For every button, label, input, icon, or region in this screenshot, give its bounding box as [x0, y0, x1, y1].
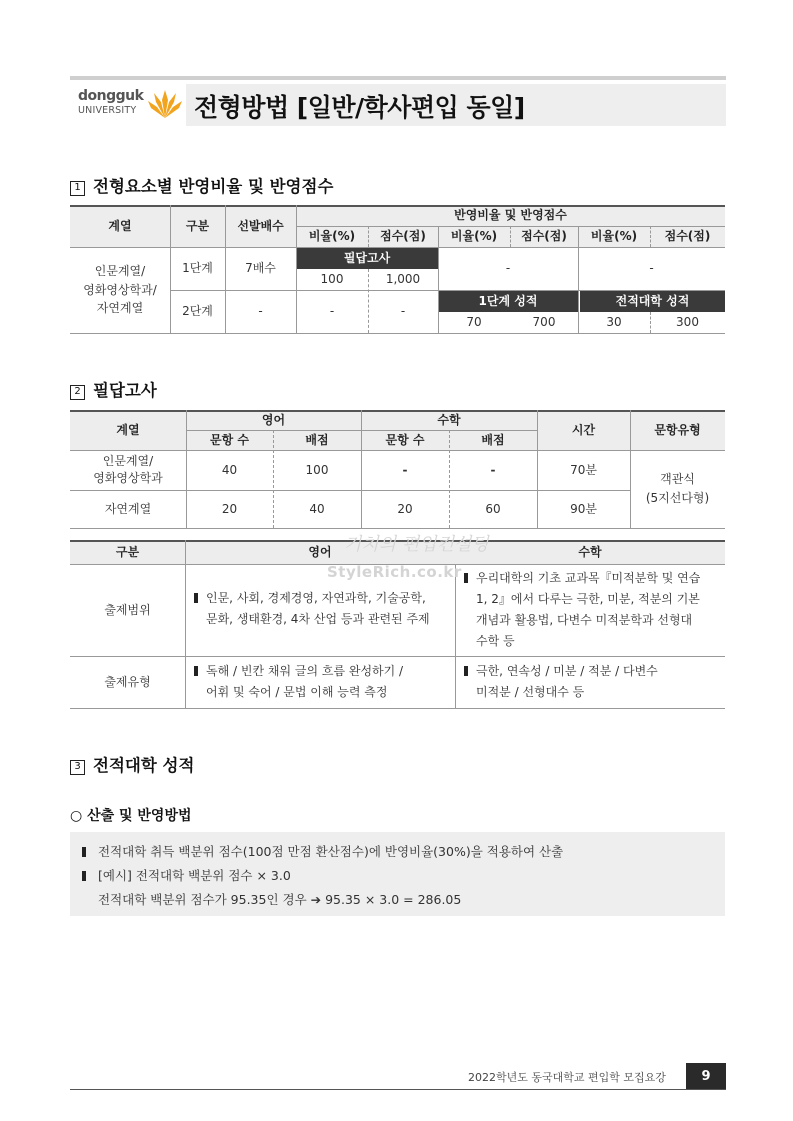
- th-ma-points: 배점: [449, 430, 537, 450]
- th-ratio-3: 비율(%): [578, 226, 650, 247]
- written-score: 1,000: [385, 272, 421, 287]
- scope-ma-line3: 개념과 활용법, 다변수 미적분학과 선형대: [476, 613, 693, 627]
- table-rule: [537, 410, 538, 528]
- type-math: [464, 661, 658, 703]
- table-rule: [70, 708, 725, 709]
- row2-en-count: 20: [221, 501, 238, 516]
- table-rule: [650, 226, 651, 247]
- footer-text: 2022학년도 동국대학교 편입학 모집요강: [468, 1071, 666, 1084]
- section3-title: [70, 752, 194, 776]
- th-field: 계열: [70, 410, 186, 450]
- table-rule: [438, 226, 439, 333]
- row2-ma-points: 60: [485, 501, 501, 516]
- written-exam-label: 필답고사: [296, 247, 438, 269]
- table-rule: [368, 269, 369, 333]
- table-rule: [296, 205, 297, 333]
- row1-en-points: 100: [305, 462, 329, 477]
- stage2-cell: 2단계: [182, 304, 213, 319]
- row2-en-points: 40: [309, 501, 325, 516]
- ratio-table: [70, 205, 725, 333]
- bullet-icon: [82, 871, 86, 881]
- row1-en-count: 40: [221, 462, 238, 477]
- th-ratio-group: 반영비율 및 반영점수: [296, 205, 725, 226]
- th-division: 구분: [70, 540, 185, 564]
- prev-grade-label: 전적대학 성적: [580, 291, 725, 312]
- section2-number: 2: [70, 385, 85, 400]
- th-type: 문항유형: [630, 410, 725, 450]
- page-number: 9: [686, 1063, 726, 1089]
- th-english: 영어: [186, 410, 361, 430]
- table-rule: [225, 205, 226, 333]
- th-field: 계열: [70, 205, 170, 247]
- type-en-line2: 어휘 및 숙어 / 문법 이해 능력 측정: [206, 685, 388, 699]
- table-rule: [630, 410, 631, 528]
- table-rule: [170, 205, 171, 333]
- header-rule: [70, 76, 726, 80]
- bullet-icon: [194, 666, 198, 676]
- multiple2-cell: -: [258, 304, 263, 319]
- note-line-3: 전적대학 백분위 점수가 95.35인 경우 ➔ 95.35 × 3.0 = 286.05: [98, 892, 462, 907]
- stage1-grade-label: 1단계 성적: [438, 291, 578, 312]
- row2-field: 자연계열: [104, 501, 152, 516]
- th-ma-count: 문항 수: [361, 430, 449, 450]
- section1-title: [70, 173, 333, 197]
- table-rule: [449, 430, 450, 528]
- multiple1-cell: 7배수: [245, 261, 276, 276]
- note-line-1-text: 전적대학 취득 백분위 점수(100점 만점 환산점수)에 반영비율(30%)을 적용하여 산출: [98, 844, 564, 859]
- table-rule: [361, 410, 362, 528]
- note-line-1: [82, 842, 563, 860]
- th-math: 수학: [455, 540, 725, 564]
- type-label: 출제유형: [104, 674, 151, 689]
- th-math: 수학: [361, 410, 537, 430]
- scope-label: 출제범위: [104, 602, 151, 617]
- stage1-cell: 1단계: [182, 261, 213, 276]
- bullet-icon: [194, 593, 198, 603]
- section2-title-text: 필답고사: [93, 381, 157, 400]
- scope-english: [194, 588, 430, 630]
- table-rule: [170, 290, 725, 291]
- table-rule: [70, 490, 630, 491]
- prev-grade-dash: -: [649, 261, 654, 276]
- table-rule: [273, 430, 274, 528]
- prev-grade-ratio: 30: [606, 315, 622, 330]
- section3-title-text: 전적대학 성적: [93, 756, 195, 775]
- section2-title: [70, 377, 157, 401]
- scope-ma-line4: 수학 등: [476, 634, 515, 648]
- th-score-1: 점수(점): [368, 226, 438, 247]
- watermark-korean: 기치의 편입컨설팅: [344, 534, 489, 555]
- type-english: [194, 661, 403, 703]
- section3-subtitle: ○ 산출 및 반영방법: [70, 808, 192, 824]
- bullet-icon: [464, 666, 468, 676]
- written-exam-table: [70, 410, 725, 528]
- stage2-ratio-dash: -: [329, 304, 335, 319]
- note-line-2: [82, 866, 291, 884]
- table-rule: [368, 226, 369, 247]
- row1-ma-points: -: [490, 462, 496, 477]
- th-score-3: 점수(점): [650, 226, 725, 247]
- lotus-flame-icon: [148, 88, 182, 120]
- table-rule: [510, 226, 511, 247]
- table-rule: [455, 564, 456, 708]
- row1-time: 70분: [570, 462, 597, 477]
- scope-en-line1: 인문, 사회, 경제경영, 자연과학, 기술공학,: [206, 591, 426, 605]
- section3-number: 3: [70, 760, 85, 775]
- table-rule: [578, 226, 579, 333]
- section1-title-text: 전형요소별 반영비율 및 반영점수: [93, 177, 334, 196]
- note-line-2-text: [예시] 전적대학 백분위 점수 × 3.0: [98, 868, 291, 883]
- th-multiple: 선발배수: [225, 205, 296, 247]
- th-ratio-2: 비율(%): [438, 226, 510, 247]
- scope-ma-line2: 1, 2』에서 다루는 극한, 미분, 적분의 기본: [476, 592, 700, 606]
- footer-rule: [70, 1089, 726, 1090]
- th-ratio-1: 비율(%): [296, 226, 368, 247]
- row2-ma-count: 20: [397, 501, 413, 516]
- stage1-grade-dash: -: [505, 261, 511, 276]
- th-time: 시간: [537, 410, 630, 450]
- table-rule: [70, 205, 725, 207]
- table-rule: [186, 410, 187, 528]
- table-rule: [650, 312, 651, 333]
- written-ratio: 100: [320, 272, 344, 287]
- table-rule: [70, 247, 725, 248]
- table-rule: [70, 333, 725, 334]
- row1-ma-count: -: [402, 462, 408, 477]
- stage1-grade-ratio: 70: [466, 315, 482, 330]
- table-rule: [70, 528, 725, 529]
- section1-number: 1: [70, 181, 85, 196]
- th-stage: 구분: [170, 205, 225, 247]
- question-type-cell: 객관식 (5지선다형): [645, 472, 710, 505]
- field-cell: 인문계열/ 영화영상학과/ 자연계열: [83, 264, 157, 316]
- th-english: 영어: [185, 540, 455, 564]
- type-ma-line1: 극한, 연속성 / 미분 / 적분 / 다변수: [476, 664, 658, 678]
- bullet-icon: [464, 573, 468, 583]
- scope-math: [464, 568, 700, 652]
- stage2-score-dash: -: [400, 304, 406, 319]
- table-rule: [70, 450, 725, 451]
- th-score-2: 점수(점): [510, 226, 578, 247]
- bullet-icon: [82, 847, 86, 857]
- row2-time: 90분: [570, 501, 597, 516]
- scope-en-line2: 문화, 생태환경, 4차 산업 등과 관련된 주제: [206, 612, 430, 626]
- th-en-count: 문항 수: [186, 430, 273, 450]
- stage1-grade-score: 700: [532, 315, 556, 330]
- title-band: [186, 84, 726, 126]
- logo-text-bottom: UNIVERSITY: [78, 105, 137, 116]
- table-rule: [70, 410, 725, 412]
- page-title: 전형방법 [일반/학사편입 동일]: [194, 93, 525, 122]
- watermark-url: StyleRich.co.kr: [327, 563, 462, 581]
- prev-grade-score: 300: [676, 315, 699, 330]
- university-logo: [78, 86, 186, 122]
- table-rule: [70, 656, 725, 657]
- scope-ma-line1: 우리대학의 기초 교과목『미적분학 및 연습: [476, 571, 701, 585]
- logo-text-top: dongguk: [78, 88, 144, 104]
- row1-field: 인문계열/ 영화영상학과: [93, 453, 163, 485]
- type-en-line1: 독해 / 빈칸 채워 글의 흐름 완성하기 /: [206, 664, 404, 678]
- calculation-note-box: [70, 832, 725, 916]
- table-rule: [185, 540, 186, 708]
- th-en-points: 배점: [273, 430, 361, 450]
- type-ma-line2: 미적분 / 선형대수 등: [476, 685, 585, 699]
